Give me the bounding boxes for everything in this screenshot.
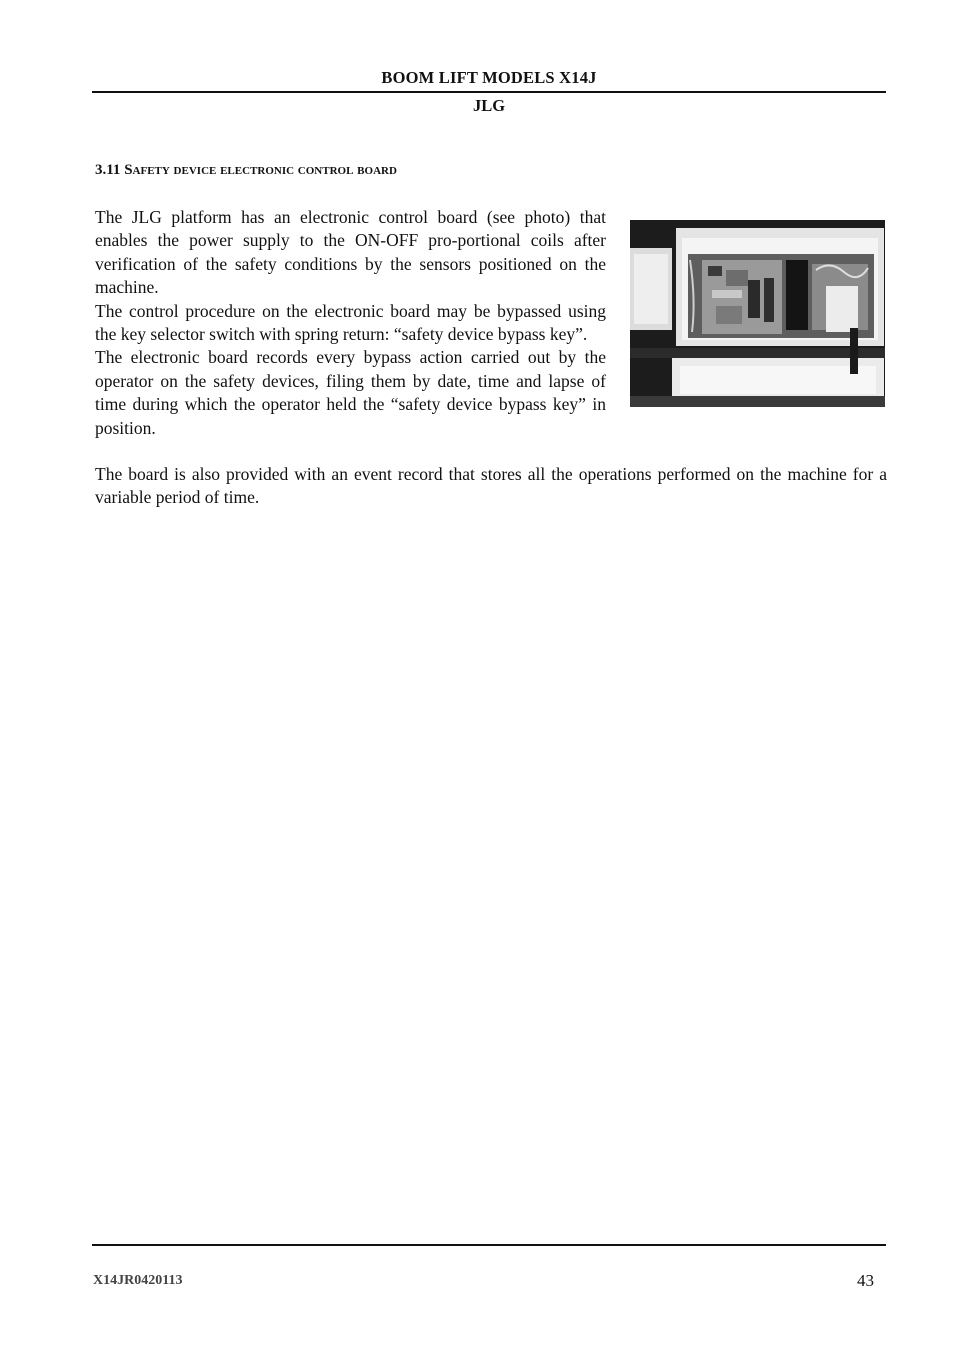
paragraph-4: The board is also provided with an event record that stores all the operations performed on the machine for a variable period of time. [95, 464, 887, 508]
page-number: 43 [857, 1271, 874, 1290]
document-code: X14JR0420113 [93, 1273, 183, 1288]
section-heading [95, 162, 397, 179]
body-text [95, 206, 606, 440]
header-divider [92, 91, 886, 93]
paragraph-2: The control procedure on the electronic board may be bypassed using the key selector switch with spring return: “safety device bypass key”. [95, 300, 606, 345]
document-title: BOOM LIFT MODELS X14J [381, 68, 597, 87]
brand-name: JLG [472, 96, 506, 115]
paragraph-3: The electronic board records every bypass action carried out by the operator on the safety devices, filing them by date, time and lapse of time during which the operator held the “safety device bypass key” in position. [95, 347, 606, 438]
paragraph-1: The JLG platform has an electronic control board (see photo) that enables the power supply to the ON-OFF pro-portional coils after verification of the safety conditions by the sensors positioned on the machine. [95, 207, 606, 298]
control-board-photo [630, 220, 885, 407]
footer-divider [92, 1244, 886, 1246]
body-text-continued [95, 463, 887, 510]
section-title: Safety device electronic control board [124, 162, 397, 178]
section-number: 3.11 [95, 162, 121, 178]
